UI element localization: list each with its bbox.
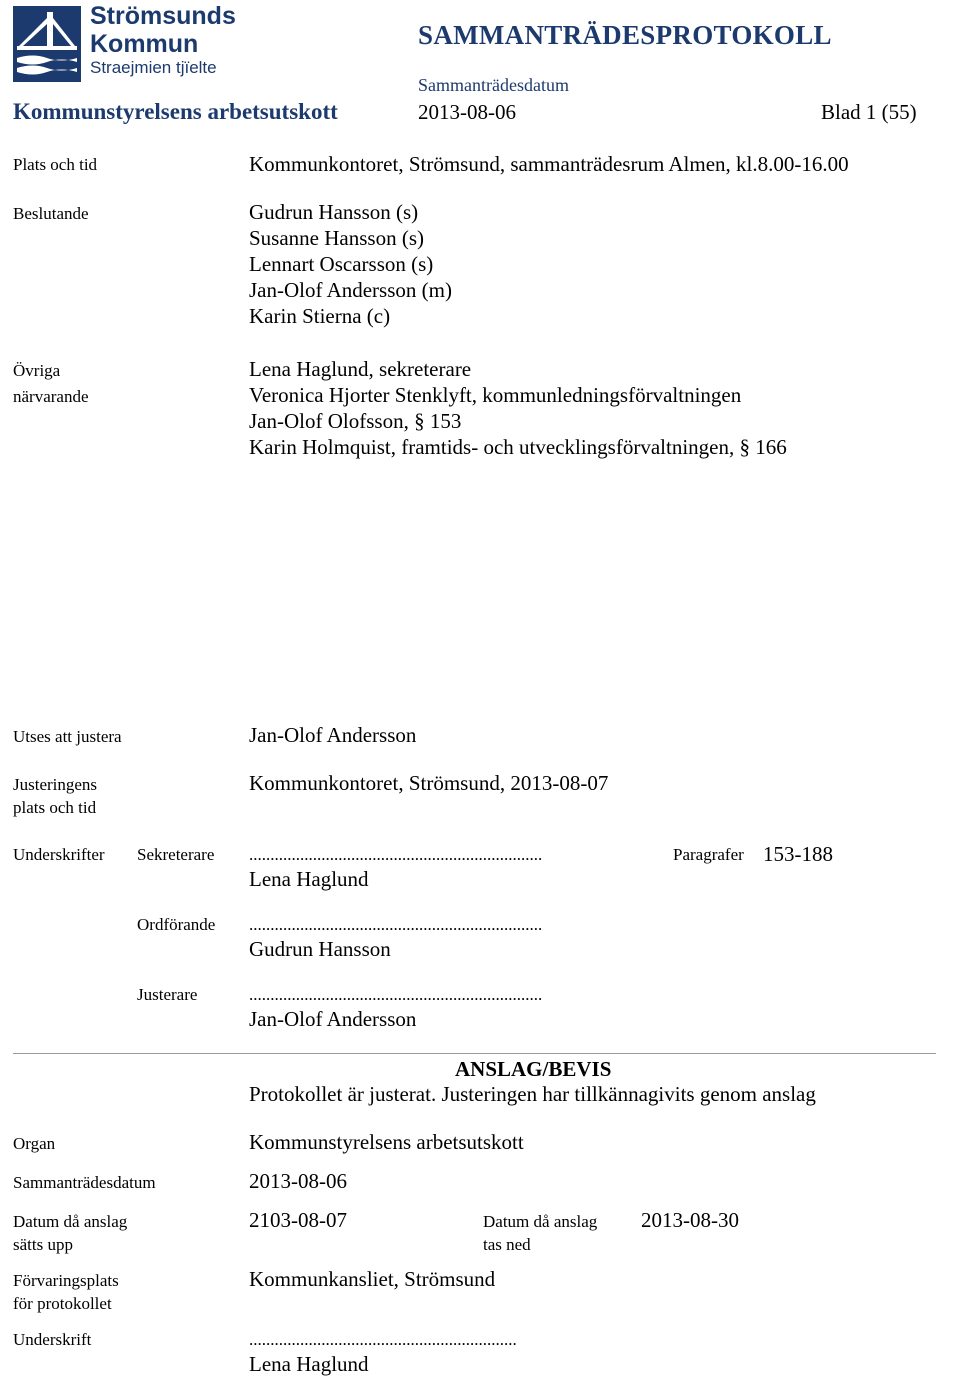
adjuster-name: Jan-Olof Andersson (249, 1007, 417, 1031)
secretary-name: Lena Haglund (249, 867, 369, 891)
adjust-place-value: Kommunkontoret, Strömsund, 2013-08-07 (249, 771, 609, 795)
removed-label-line-2: tas ned (483, 1235, 531, 1254)
chair-label: Ordförande (137, 915, 216, 934)
others-label-line-2: närvarande (13, 387, 89, 406)
organ-value: Kommunstyrelsens arbetsutskott (249, 1130, 524, 1154)
storage-label-line-2: för protokollet (13, 1294, 112, 1313)
secretary-label: Sekreterare (137, 845, 215, 864)
other-attendee: Karin Holmquist, framtids- och utvecklingsförvaltningen, § 166 (249, 435, 787, 459)
header-date-label: Sammanträdesdatum (418, 75, 569, 95)
page-number: Blad 1 (55) (821, 100, 917, 124)
paragraphs-range: 153-188 (763, 842, 833, 866)
place-time-label: Plats och tid (13, 155, 98, 174)
chair-signature-line: ..................................................................... (249, 915, 543, 934)
bridge-emblem-icon (13, 6, 81, 82)
other-attendee: Lena Haglund, sekreterare (249, 357, 472, 381)
storage-value: Kommunkansliet, Strömsund (249, 1267, 496, 1291)
committee-name: Kommunstyrelsens arbetsutskott (13, 99, 338, 124)
removed-date: 2013-08-30 (641, 1208, 739, 1232)
adjust-place-label-line-1: Justeringens (13, 775, 98, 794)
chair-name: Gudrun Hansson (249, 937, 391, 961)
place-time-value: Kommunkontoret, Strömsund, sammanträdesrum Almen, kl.8.00-16.00 (249, 152, 849, 176)
signature-label: Underskrift (13, 1330, 92, 1349)
notice-signature-line: ............................................................... (249, 1330, 517, 1349)
posted-label-line-2: sätts upp (13, 1235, 73, 1254)
notice-date: 2013-08-06 (249, 1169, 347, 1193)
signatures-label: Underskrifter (13, 845, 105, 864)
adjuster-label: Justerare (137, 985, 198, 1004)
notice-text: Protokollet är justerat. Justeringen har tillkännagivits genom anslag (249, 1082, 816, 1106)
other-attendee: Veronica Hjorter Stenklyft, kommunledningsförvaltningen (249, 383, 742, 407)
deciding-member: Gudrun Hansson (s) (249, 200, 419, 224)
storage-label-line-1: Förvaringsplats (13, 1271, 119, 1290)
logo-line-2: Kommun (90, 30, 199, 58)
adjust-place-label-line-2: plats och tid (13, 798, 97, 817)
deciding-label: Beslutande (13, 204, 89, 223)
organ-label: Organ (13, 1134, 56, 1153)
header-date: 2013-08-06 (418, 100, 516, 124)
appointed-adjuster: Jan-Olof Andersson (249, 723, 417, 747)
document-title: SAMMANTRÄDESPROTOKOLL (418, 20, 832, 50)
posted-date: 2103-08-07 (249, 1208, 347, 1232)
appointed-adjuster-label: Utses att justera (13, 727, 122, 746)
logo-line-3: Straejmien tjïelte (90, 58, 217, 77)
removed-label-line-1: Datum då anslag (483, 1212, 598, 1231)
secretary-signature-line: ..................................................................... (249, 845, 543, 864)
notice-title: ANSLAG/BEVIS (455, 1057, 612, 1081)
section-divider (13, 1053, 936, 1054)
deciding-member: Jan-Olof Andersson (m) (249, 278, 452, 302)
other-attendee: Jan-Olof Olofsson, § 153 (249, 409, 462, 433)
notice-date-label: Sammanträdesdatum (13, 1173, 156, 1192)
logo-line-1: Strömsunds (90, 2, 236, 30)
paragraphs-label: Paragrafer (673, 845, 744, 864)
deciding-member: Karin Stierna (c) (249, 304, 391, 328)
deciding-member: Lennart Oscarsson (s) (249, 252, 434, 276)
deciding-member: Susanne Hansson (s) (249, 226, 424, 250)
others-label-line-1: Övriga (13, 361, 61, 380)
notice-signer-name: Lena Haglund (249, 1352, 369, 1376)
posted-label-line-1: Datum då anslag (13, 1212, 128, 1231)
adjuster-signature-line: ..................................................................... (249, 985, 543, 1004)
